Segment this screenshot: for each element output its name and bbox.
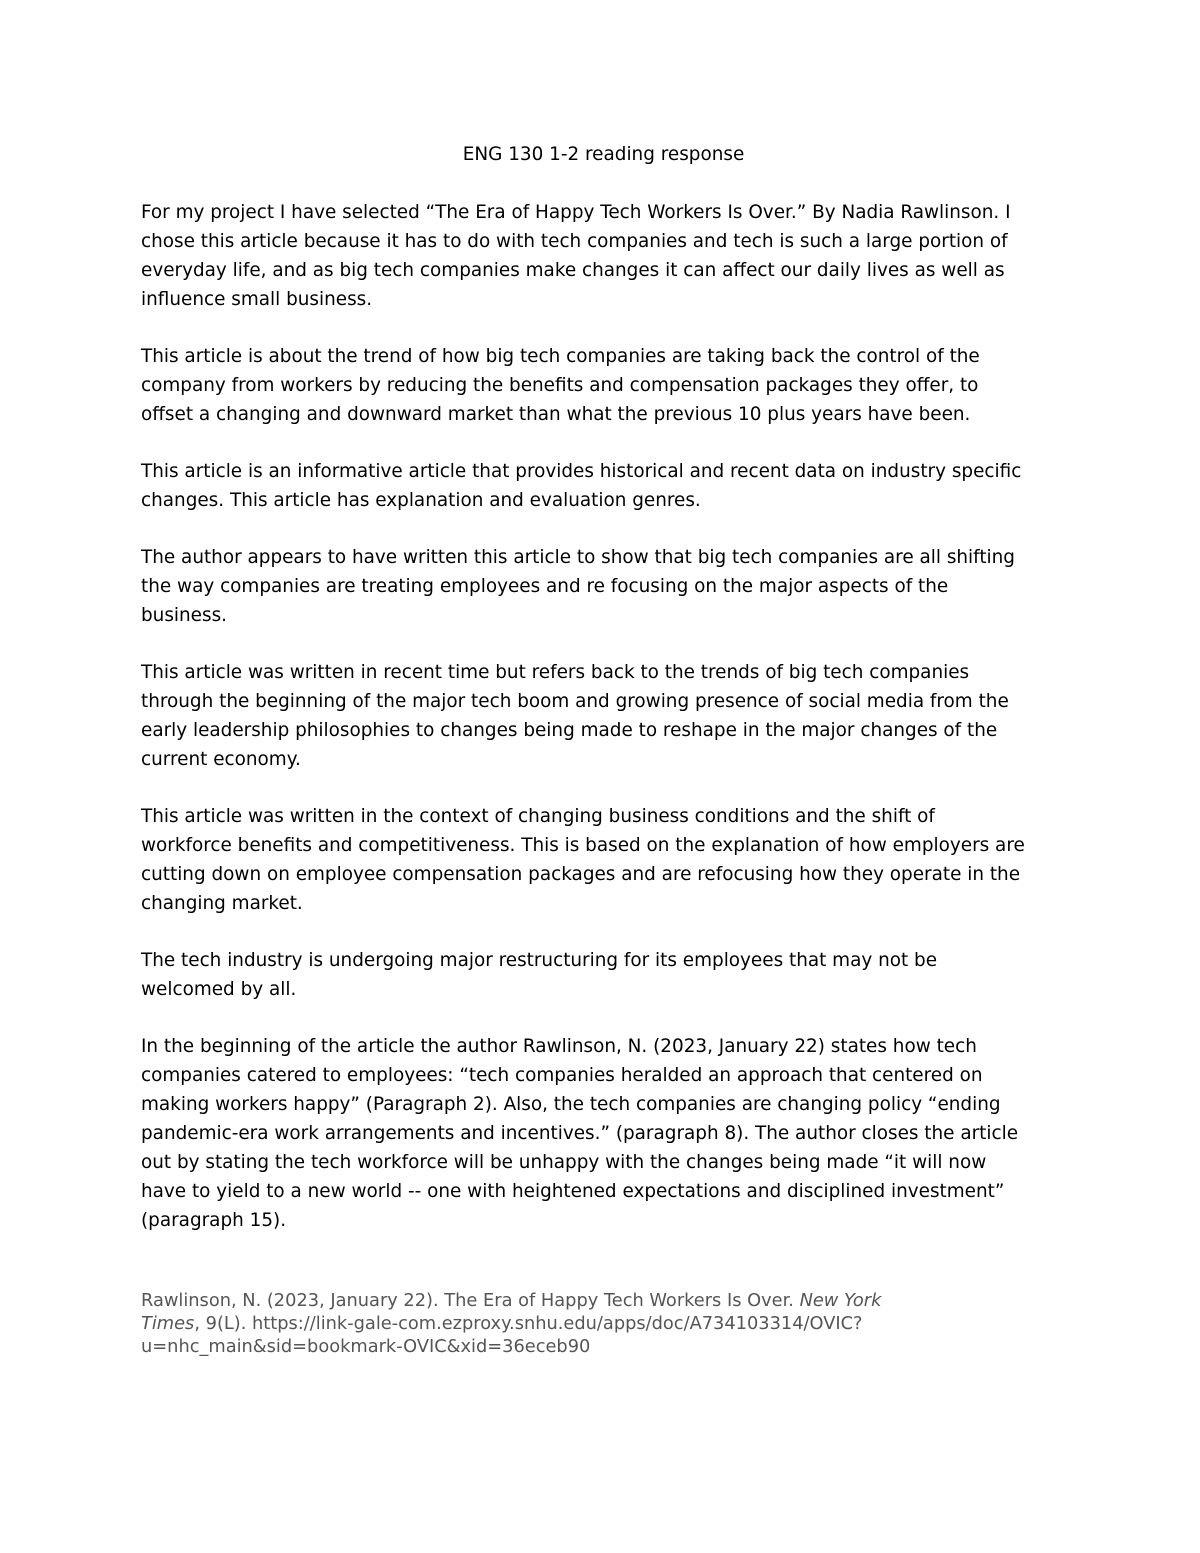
citation-url-text: u=nhc_main&sid=bookmark-OVIC&xid=36eceb90 [141, 1336, 591, 1357]
paragraph-line: This article is about the trend of how big tech companies are taking back the control of the [141, 346, 980, 367]
paragraph-line: (paragraph 15). [141, 1210, 287, 1231]
paragraph-line: through the beginning of the major tech boom and growing presence of social media from the [141, 691, 1009, 712]
paragraph-line: The tech industry is undergoing major restructuring for its employees that may not be [141, 950, 938, 971]
citation-line [141, 1312, 1066, 1335]
citation-line [141, 1335, 1066, 1358]
paragraph-line: welcomed by all. [141, 979, 297, 1000]
paragraph-line: company from workers by reducing the benefits and compensation packages they offer, to [141, 375, 979, 396]
document-body [141, 140, 1066, 1263]
body-paragraph [141, 457, 1066, 515]
document-title: ENG 130 1-2 reading response [462, 144, 745, 165]
paragraph-line: chose this article because it has to do with tech companies and tech is such a large portion of [141, 231, 1008, 252]
paragraph-line: everyday life, and as big tech companies make changes it can affect our daily lives as well as [141, 260, 1005, 281]
citation-journal-italic: New York [799, 1290, 882, 1311]
body-paragraph [141, 543, 1066, 630]
paragraph-line: companies catered to employees: “tech companies heralded an approach that centered on [141, 1065, 983, 1086]
citation-url-text: , 9(L). https://link-gale-com.ezproxy.snhu.edu/apps/doc/A734103314/OVIC? [194, 1313, 863, 1334]
paragraph-line: business. [141, 605, 227, 626]
paragraph-line: This article is an informative article that provides historical and recent data on industry specific [141, 461, 1022, 482]
paragraph-line: early leadership philosophies to changes being made to reshape in the major changes of the [141, 720, 998, 741]
paragraph-line: pandemic-era work arrangements and incentives.” (paragraph 8). The author closes the article [141, 1123, 1019, 1144]
paragraph-line: In the beginning of the article the author Rawlinson, N. (2023, January 22) states how tech [141, 1036, 977, 1057]
body-paragraph [141, 658, 1066, 774]
paragraph-line: influence small business. [141, 289, 373, 310]
citation-line [141, 1289, 1066, 1312]
body-paragraph [141, 342, 1066, 429]
paragraph-line: out by stating the tech workforce will be unhappy with the changes being made “it will now [141, 1152, 987, 1173]
paragraph-line: current economy. [141, 749, 301, 770]
paragraph-line: have to yield to a new world -- one with heightened expectations and disciplined investment” [141, 1181, 1005, 1202]
paragraph-line: offset a changing and downward market than what the previous 10 plus years have been. [141, 404, 971, 425]
body-paragraph [141, 198, 1066, 314]
body-paragraph [141, 946, 1066, 1004]
citation-text: Rawlinson, N. (2023, January 22). The Era of Happy Tech Workers Is Over. [141, 1290, 800, 1311]
paragraph-list [141, 198, 1066, 1235]
reference-citation [141, 1289, 1066, 1358]
citation-journal-italic: Times [141, 1313, 195, 1334]
paragraph-line: This article was written in the context of changing business conditions and the shift of [141, 806, 935, 827]
paragraph-line: For my project I have selected “The Era of Happy Tech Workers Is Over.” By Nadia Rawlinson. I [141, 202, 1011, 223]
paragraph-line: changing market. [141, 893, 303, 914]
body-paragraph [141, 1032, 1066, 1235]
paragraph-line: This article was written in recent time but refers back to the trends of big tech companies [141, 662, 970, 683]
paragraph-line: making workers happy” (Paragraph 2). Also, the tech companies are changing policy “ending [141, 1094, 1001, 1115]
paragraph-line: The author appears to have written this article to show that big tech companies are all shifting [141, 547, 1015, 568]
paragraph-line: workforce benefits and competitiveness. This is based on the explanation of how employers are [141, 835, 1025, 856]
paragraph-line: cutting down on employee compensation packages and are refocusing how they operate in the [141, 864, 1021, 885]
paragraph-line: changes. This article has explanation and evaluation genres. [141, 490, 701, 511]
paragraph-line: the way companies are treating employees and re focusing on the major aspects of the [141, 576, 949, 597]
body-paragraph [141, 802, 1066, 918]
